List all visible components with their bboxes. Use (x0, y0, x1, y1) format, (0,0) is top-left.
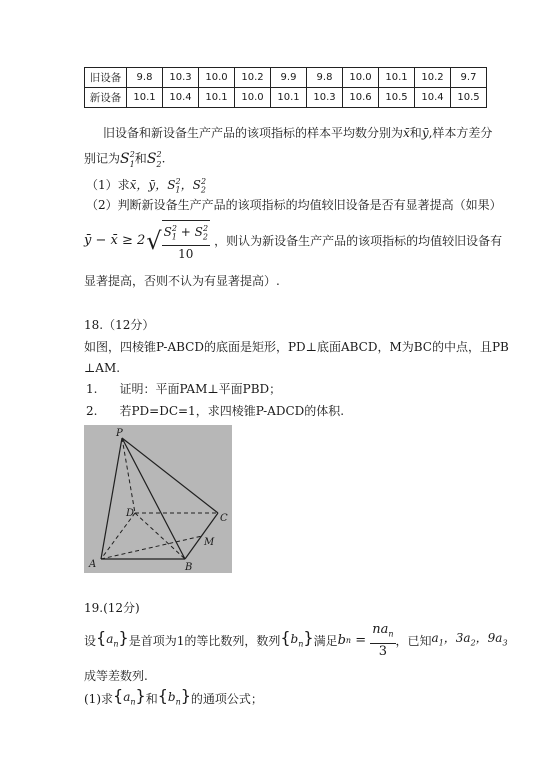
table-cell: 10.1 (271, 88, 307, 108)
table-cell: 10.5 (451, 88, 487, 108)
edge-bc (185, 513, 218, 559)
table-cell: 10.6 (343, 88, 379, 108)
p18-heading: 18.（12分） (84, 318, 155, 332)
p18-item1: 1. 证明：平面PAM⊥平面PBD； (86, 382, 282, 396)
table-row (85, 68, 487, 88)
table-cell: 10.3 (307, 88, 343, 108)
p18-body-line1: 如图，四棱锥P-ABCD的底面是矩形，PD⊥底面ABCD，M为BC的中点，且PB (84, 340, 509, 354)
table-cell: 10.2 (415, 68, 451, 88)
label-b: B (185, 562, 193, 573)
table-cell: 10.1 (379, 68, 415, 88)
p19-statement-line2: 成等差数列. (84, 669, 148, 683)
table-cell: 10.1 (127, 88, 163, 108)
edge-pc (122, 438, 218, 513)
edge-pb (122, 438, 185, 559)
row-label: 旧设备 (85, 68, 127, 88)
p18-item2: 2. 若PD=DC=1，求四棱锥P-ADCD的体积. (86, 404, 345, 418)
label-c: C (220, 513, 228, 524)
row-label: 新设备 (85, 88, 127, 108)
table-cell: 10.3 (163, 68, 199, 88)
table-cell: 9.7 (451, 68, 487, 88)
table-cell: 9.8 (307, 68, 343, 88)
data-table (84, 67, 487, 108)
pyramid-diagram (84, 425, 232, 573)
label-p: P (116, 428, 123, 439)
p17-q1: （1）求x̄，ȳ，$S_1^2$，$S_2^2$ (86, 177, 207, 195)
edge-pa (101, 438, 122, 559)
table-row (85, 88, 487, 108)
table-cell: 10.1 (199, 88, 235, 108)
p19-q1: (1)求 $\{a_n\}$ 和 $\{b_n\}$ 的通项公式； (84, 685, 263, 707)
label-d: D (126, 508, 135, 519)
criterion-formula: ȳ − x̄ ≥ 2 √ $\frac{S_1^2 + S_2^2}{10}$ (84, 220, 210, 262)
p17-q2: （2）判断新设备生产产品的该项指标的均值较旧设备是否有显著提高（如果） (86, 198, 502, 212)
p19-heading: 19.(12分) (84, 601, 140, 615)
table-cell: 10.4 (415, 88, 451, 108)
table-cell: 10.0 (199, 68, 235, 88)
p17-formula-line: ȳ − x̄ ≥ 2 √ $\frac{S_1^2 + S_2^2}{10}$ ，则认为新设备生产产品的该项指标的均值较旧设备有 (84, 220, 502, 262)
p17-intro-line2: 别记为$S_1^2$和$S_2^2$. (84, 150, 166, 169)
p18-body-line2: ⊥AM. (84, 361, 121, 375)
bn-formula: b n = $\frac{na_n}{3}$ (337, 622, 394, 659)
table-cell: 10.0 (343, 68, 379, 88)
p19-statement-line1: 设 $\{a_n\}$ 是首项为1的等比数列，数列 $\{b_n\}$ 满足 b n = $\frac{na_n}{3}$ ，已知 $a_1$，$3a_2$，$9a_3$ (84, 622, 508, 659)
table-cell: 10.2 (235, 68, 271, 88)
table-cell: 10.4 (163, 88, 199, 108)
p17-q2-end: 显著提高，否则不认为有显著提高）. (84, 274, 280, 288)
table-cell: 10.5 (379, 88, 415, 108)
table-cell: 9.8 (127, 68, 163, 88)
table-cell: 10.0 (235, 88, 271, 108)
p17-intro-line1: 旧设备和新设备生产产品的该项指标的样本平均数分别为x̄和ȳ,样本方差分 (103, 126, 493, 140)
pyramid-figure (84, 425, 232, 573)
label-a: A (89, 559, 97, 570)
table-cell: 9.9 (271, 68, 307, 88)
diagonal-db (135, 513, 185, 559)
label-m: M (204, 537, 215, 548)
